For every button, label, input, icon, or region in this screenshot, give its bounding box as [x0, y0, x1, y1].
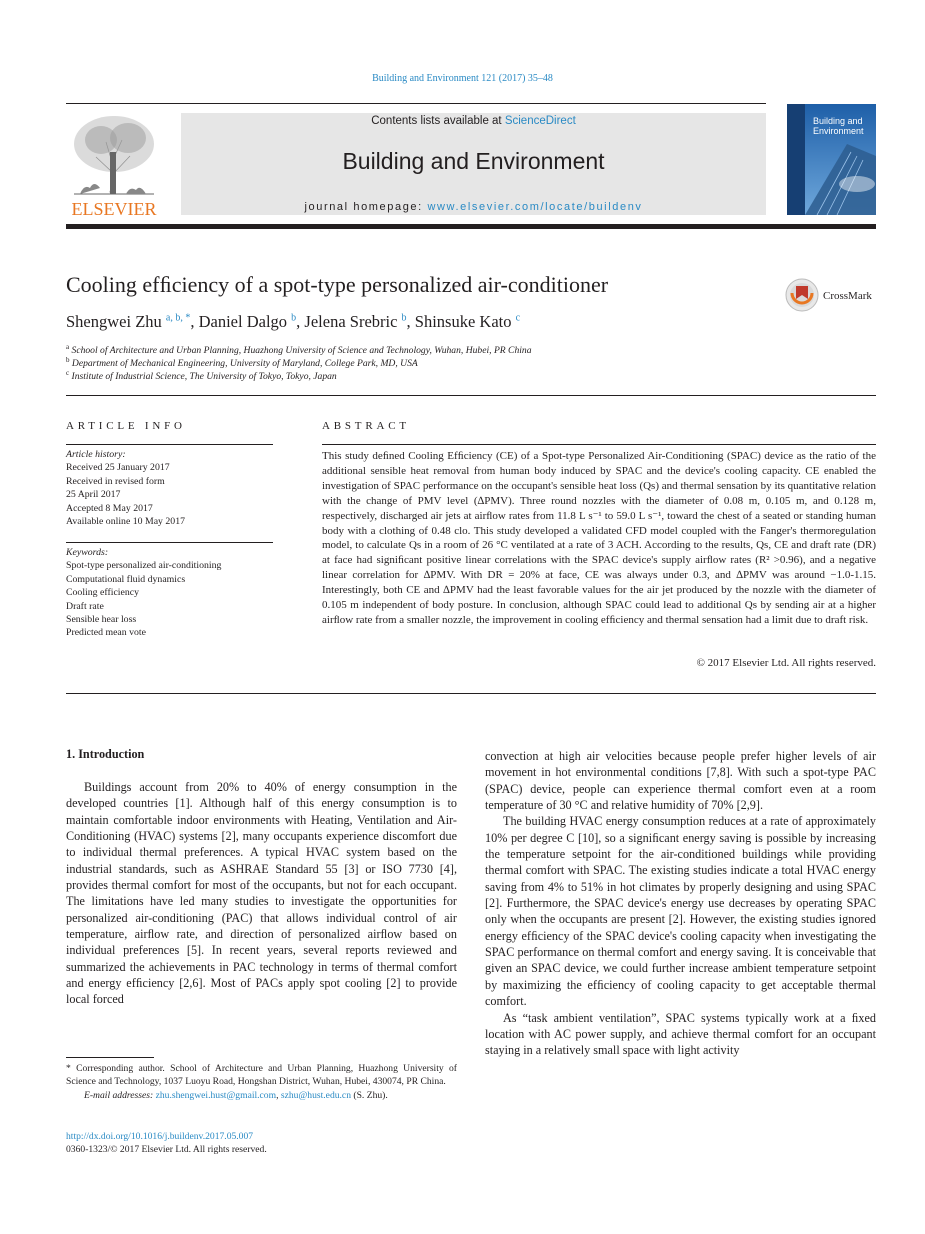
keyword: Computational fluid dynamics — [66, 573, 186, 585]
top-rule — [66, 103, 766, 104]
paragraph: convection at high air velocities because people prefer higher levels of air movement in hot environmental conditions [7,8]. With such a spot-type PAC (SPAC) device, people can experience thermal comfort even at a room temperature of 30 °C and relative humidity of 70% [2,9]. — [485, 749, 876, 813]
author-affiliation-marker[interactable]: c — [515, 312, 521, 324]
elsevier-tree-icon — [66, 112, 162, 216]
affiliation — [66, 343, 532, 356]
affiliation-text: School of Architecture and Urban Planning, Huazhong University of Science and Technology, Wuhan, Hubei, PR China — [71, 345, 532, 357]
email-label: E-mail addresses: — [84, 1089, 156, 1101]
article-history — [66, 448, 276, 528]
history-entry: Received 25 January 2017 — [66, 462, 170, 474]
history-entry: Received in revised form — [66, 475, 165, 487]
homepage-prefix: journal homepage: — [304, 201, 428, 213]
author-list — [66, 312, 520, 332]
cover-title-line-1: Building and — [813, 116, 863, 126]
journal-name: Building and Environment — [342, 148, 605, 174]
history-entry: Available online 10 May 2017 — [66, 516, 185, 528]
issn-line: 0360-1323/© 2017 Elsevier Ltd. All rights reserved. — [66, 1144, 267, 1155]
author-separator: , — [406, 312, 415, 331]
corresponding-author-footnote — [66, 1062, 457, 1102]
affiliation-marker: b — [66, 356, 70, 364]
email-separator: , — [276, 1089, 281, 1101]
history-label: Article history: — [66, 449, 126, 460]
contents-line — [181, 115, 766, 127]
paragraph: As “task ambient ventilation”, SPAC systems typically work at a ﬁxed location with AC power supply, and achieve thermal comfort for an occupant staying in a relatively small space with light activity — [485, 1010, 876, 1058]
keywords-label: Keywords: — [66, 547, 109, 558]
crossmark-label: CrossMark — [823, 290, 872, 302]
paragraph: Buildings account from 20% to 40% of energy consumption in the developed countries [1]. Although half of this energy consumption is to maintain comfortable indoor environments with Heating, Ventilation and Air-Conditioning (HVAC) systems [2], many occupants experience discomfort due to individual thermal preferences. A typical HVAC system based on the industrial standards, such as ASHRAE Standard 55 [3] or ISO 7730 [4], provides thermal comfort for most of the occupants, but not for each occupant. The limitations have led many studies to investigate the opportunities for personalized air-conditioning (PAC) that allows individual control of air temperature, airﬂow rate, and direction of personalized airﬂow based on individual preferences [5]. In recent years, several reports reviewed and summarized the achievements in PAC technology in terms of thermal comfort and energy efﬁciency [2,6]. Most of PACs apply spot cooling [2] to provide local forced — [66, 780, 457, 1007]
affiliation — [66, 369, 337, 382]
contents-prefix: Contents lists available at — [371, 115, 505, 127]
homepage-link[interactable]: www.elsevier.com/locate/buildenv — [427, 201, 643, 213]
title-block-rule — [66, 395, 876, 396]
article-info-rule — [66, 444, 273, 445]
body-column-left — [66, 779, 457, 1008]
keyword: Spot-type personalized air-conditioning — [66, 560, 222, 572]
section-heading: 1. Introduction — [66, 747, 145, 761]
journal-reference-link[interactable]: Building and Environment 121 (2017) 35–48 — [372, 73, 553, 84]
affiliation-text: Department of Mechanical Engineering, University of Maryland, College Park, MD, USA — [71, 358, 418, 370]
author-name: Daniel Dalgo — [198, 312, 288, 331]
keyword: Sensible hear loss — [66, 614, 137, 626]
elsevier-wordmark: ELSEVIER — [71, 199, 157, 216]
author-affiliation-marker[interactable]: b — [401, 312, 407, 324]
affiliation-text: Institute of Industrial Science, The University of Tokyo, Tokyo, Japan — [71, 371, 337, 383]
masthead-rule — [66, 224, 876, 229]
author-name: Shengwei Zhu — [66, 312, 162, 331]
doi-link[interactable]: http://dx.doi.org/10.1016/j.buildenv.2017.05.007 — [66, 1131, 254, 1142]
affiliation — [66, 356, 418, 369]
email-link[interactable]: szhu@hust.edu.cn — [280, 1089, 351, 1101]
keyword: Draft rate — [66, 600, 104, 612]
affiliation-marker: c — [66, 369, 70, 377]
footnote-rule — [66, 1057, 154, 1058]
history-entry: 25 April 2017 — [66, 489, 121, 501]
author-separator: , — [190, 312, 199, 331]
footnote-text: * Corresponding author. School of Architecture and Urban Planning, Huazhong University of Science and Technology, 1037 Luoyu Road, Hongshan District, Wuhan, Hubei, 430074, PR China. — [66, 1063, 457, 1088]
body-column-right — [485, 748, 876, 1059]
keywords-rule — [66, 542, 273, 543]
article-info-heading: ARTICLE INFO — [66, 420, 186, 432]
abstract-bottom-rule — [66, 693, 876, 694]
author-name: Shinsuke Kato — [414, 312, 512, 331]
sciencedirect-link[interactable]: ScienceDirect — [504, 115, 576, 127]
email-suffix: (S. Zhu). — [351, 1089, 388, 1101]
author-affiliation-marker[interactable]: b — [291, 312, 297, 324]
affiliation-marker: a — [66, 343, 70, 351]
keyword: Cooling efficiency — [66, 587, 140, 599]
abstract-rule — [322, 444, 876, 445]
copyright-notice: © 2017 Elsevier Ltd. All rights reserved. — [696, 657, 876, 669]
cover-title-line-2: Environment — [813, 126, 864, 136]
author-affiliation-marker[interactable]: a, b, * — [165, 312, 191, 324]
homepage-line — [181, 201, 766, 213]
keywords-block — [66, 546, 276, 640]
journal-cover-image — [787, 104, 876, 215]
keyword: Predicted mean vote — [66, 627, 146, 639]
author-name: Jelena Srebric — [304, 312, 398, 331]
email-line — [66, 1089, 457, 1102]
crossmark-badge[interactable] — [785, 277, 877, 313]
history-entry: Accepted 8 May 2017 — [66, 502, 153, 514]
article-title: Cooling efﬁciency of a spot-type personalized air-conditioner — [66, 272, 609, 297]
email-link[interactable]: zhu.shengwei.hust@gmail.com — [155, 1089, 277, 1101]
author-separator: , — [296, 312, 305, 331]
abstract-text: This study deﬁned Cooling Efﬁciency (CE) of a Spot-type Personalized Air-Conditioning (SPAC) device as the ratio of the additional sensible heat removal from human body induced by SPAC and the device's cooling capacity. CE enabled the investigation of SPAC performance on the occupant's sensible heat loss (Qs) and thermal sensation by its quantitative relation with the change of PMV level (∆PMV). Three round nozzles with the diameter of 0.08 m, 0.105 m, and 0.128 m, respectively, discharged air jets at airﬂow rates from 11.8 L s⁻¹ to 59.0 L s⁻¹, toward the chest of a seated or standing human body with a clothing of 0.48 clo. This study developed a validated CFD model coupled with the Fanger's thermoregulation model, to calculate Qs in a room of 26 °C ventilated at a rate of 3 ACH. According to the results, Qs, CE and draft rate (DR) at face had signiﬁcant positive linear correlations with the SPAC device's supply airﬂow rates (R² >0.96), and a negative linear correlation for ∆PMV. With DR = 20% at face, CE was always under 0.3, and ∆PMV was around −1.0-1.15. Interestingly, both CE and ∆PMV had the least favorable values for the air jet produced by the nozzle with the diameter of 0.105 m independent of body posture. In conclusion, although SPAC could lead to additional Qs by sending air at a higher airﬂow rate from a smaller nozzle, the improvement in cooling efﬁciency and thermal sensation had a limit due to draft risk. — [322, 450, 876, 626]
paragraph: The building HVAC energy consumption reduces at a rate of approximately 10% per degree C [10], so a signiﬁcant energy saving is possible by increasing the temperature setpoint for the air-conditioned buildings while providing thermal comfort with SPAC. The existing studies indicate a total HVAC energy saving from 4% to 51% in hot climates by properly designing and using SPAC [2]. Furthermore, the SPAC device's energy use decreases by operating SPAC only when the occupants are present [2]. However, the existing studies ignored energy efﬁciency of the SPAC device's cooling capacity when investigating the SPAC performance on thermal comfort and energy saving. It is conceivable that given an SPAC device, we could further increase ambient temperature setpoint by maximizing the efﬁciency of cooling capacity to get acceptable thermal comfort. — [485, 814, 876, 1009]
abstract-heading: ABSTRACT — [322, 420, 410, 432]
elsevier-logo — [66, 112, 162, 216]
